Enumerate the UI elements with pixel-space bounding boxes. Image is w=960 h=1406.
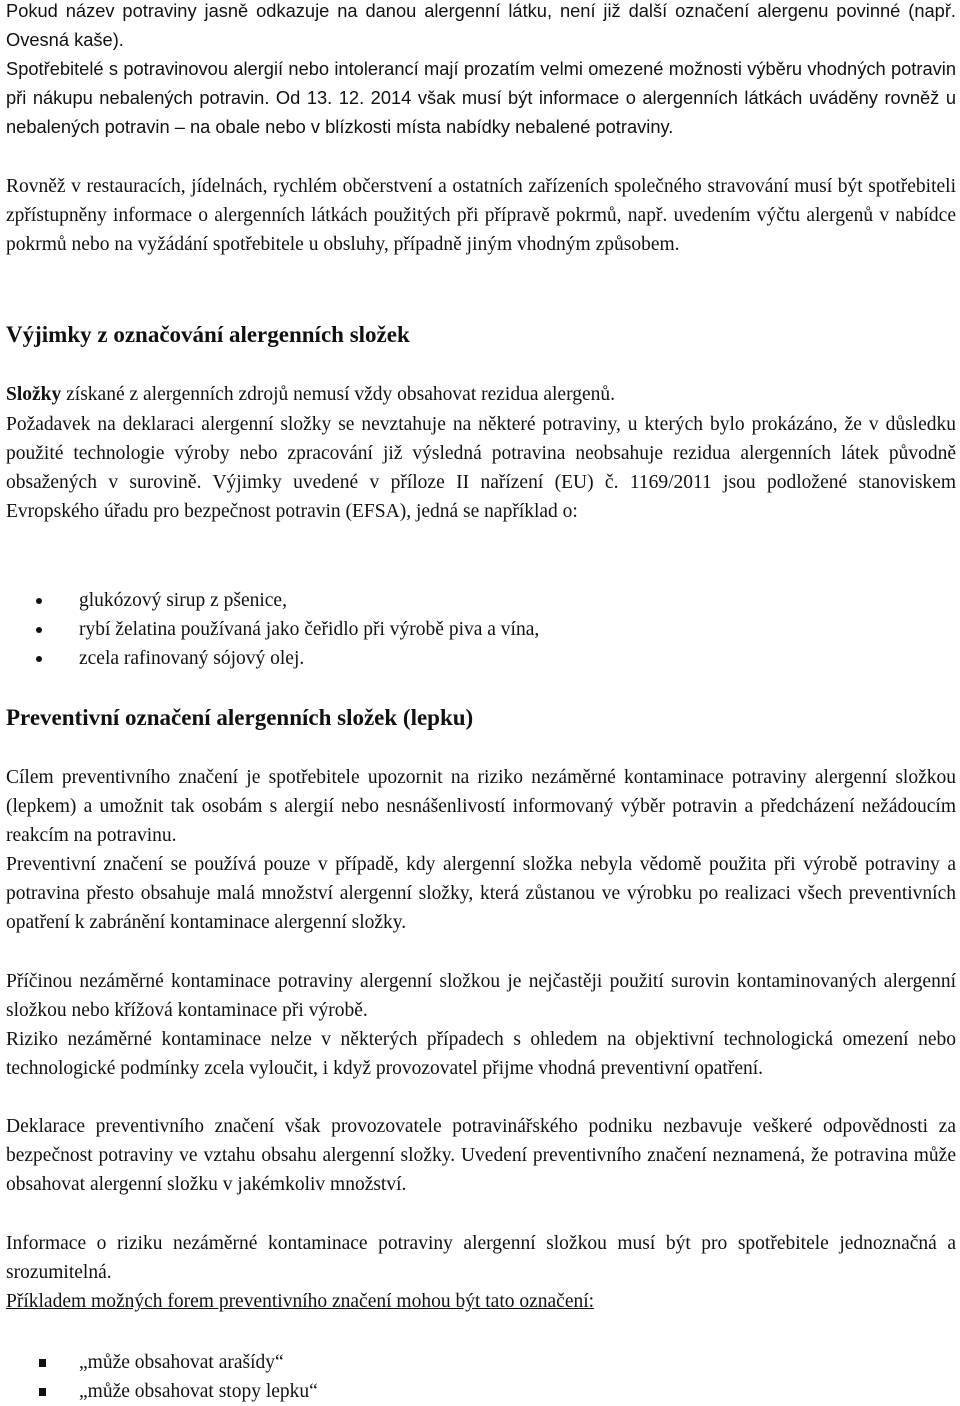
preventive-paragraph-4: Riziko nezáměrné kontaminace nelze v některých případech s ohledem na objektivní technologická omezení nebo technologické podmínky zcela vyloučit, i když provozovatel přijme vhodná preventivní opatření. — [6, 1029, 956, 1079]
intro-paragraph-2: Spotřebitelé s potravinovou alergií nebo intolerancí mají prozatím velmi omezené možnosti výběru vhodných potravin při nákupu nebalených potravin. Od 13. 12. 2014 však musí být informace o alergenních látkách uváděny rovněž u nebalených potravin – na obale nebo v blízkosti místa nabídky nebalené potraviny. — [6, 58, 956, 137]
preventive-paragraph-5: Deklarace preventivního značení však provozovatele potravinářského podniku nezbavuje veškeré odpovědnosti za bezpečnost potraviny ve vztahu obsahu alergenní složky. Uvedení preventivního značení neznamená, že potravina může obsahovat alergenní složku v jakémkoliv množství. — [6, 1116, 956, 1195]
list-item: glukózový sirup z pšenice, — [6, 586, 956, 615]
list-item: rybí želatina používaná jako čeřidlo při výrobě piva a vína, — [6, 615, 956, 644]
intro-paragraph-3: Rovněž v restauracích, jídelnách, rychlém občerstvení a ostatních zařízeních společného stravování musí být spotřebiteli zpřístupněny informace o alergenních látkách použitých při přípravě pokrmů, např. uvedením výčtu alergenů v nabídce pokrmů nebo na vyžádání spotřebitele u obsluhy, případně jiným vhodným způsobem. — [6, 176, 956, 255]
exceptions-list — [6, 586, 956, 673]
exceptions-lead-bold: Složky — [6, 384, 62, 405]
exceptions-lead — [6, 380, 956, 409]
preventive-paragraph-6: Informace o riziku nezáměrné kontaminace potraviny alergenní složkou musí být pro spotřebitele jednoznačná a srozumitelná. — [6, 1233, 956, 1283]
list-item: „může obsahovat stopy lepku“ — [6, 1377, 956, 1406]
preventive-paragraph-3: Příčinou nezáměrné kontaminace potraviny alergenní složkou je nejčastěji použití surovin kontaminovaných alergenní složkou nebo křížová kontaminace při výrobě. — [6, 971, 956, 1021]
exceptions-heading: Výjimky z označování alergenních složek — [6, 322, 410, 347]
exceptions-lead-rest: získané z alergenních zdrojů nemusí vždy obsahovat rezidua alergenů. — [61, 384, 616, 405]
list-item: „může obsahovat arašídy“ — [6, 1348, 956, 1377]
preventive-paragraph-1: Cílem preventivního značení je spotřebitele upozornit na riziko nezáměrné kontaminace potraviny alergenní složkou (lepkem) a umožnit tak osobám s alergií nebo nesnášenlivostí informovaný výběr potravin a předcházení nežádoucím reakcím na potravinu. — [6, 767, 956, 846]
examples-list — [6, 1348, 956, 1406]
preventive-paragraph-2: Preventivní značení se používá pouze v případě, kdy alergenní složka nebyla vědomě použita při výrobě potraviny a potravina přesto obsahuje malá množství alergenní složky, která zůstanou ve výrobku po realizaci všech preventivních opatření k zabránění kontaminace alergenní složky. — [6, 854, 956, 933]
exceptions-paragraph: Požadavek na deklaraci alergenní složky se nevztahuje na některé potraviny, u kterých bylo prokázáno, že v důsledku použité technologie výroby nebo zpracování již výsledná potravina neobsahuje rezidua alergenních látek původně obsažených v surovině. Výjimky uvedené v příloze II nařízení (EU) č. 1169/2011 jsou podložené stanoviskem Evropského úřadu pro bezpečnost potravin (EFSA), jedná se například o: — [6, 414, 956, 522]
preventive-heading: Preventivní označení alergenních složek (lepku) — [6, 705, 474, 730]
examples-label: Příkladem možných forem preventivního značení mohou být tato označení: — [6, 1291, 595, 1312]
intro-paragraph-1: Pokud název potraviny jasně odkazuje na danou alergenní látku, není již další označení alergenu povinné (např. Ovesná kaše). — [6, 0, 956, 50]
list-item: zcela rafinovaný sójový olej. — [6, 644, 956, 673]
